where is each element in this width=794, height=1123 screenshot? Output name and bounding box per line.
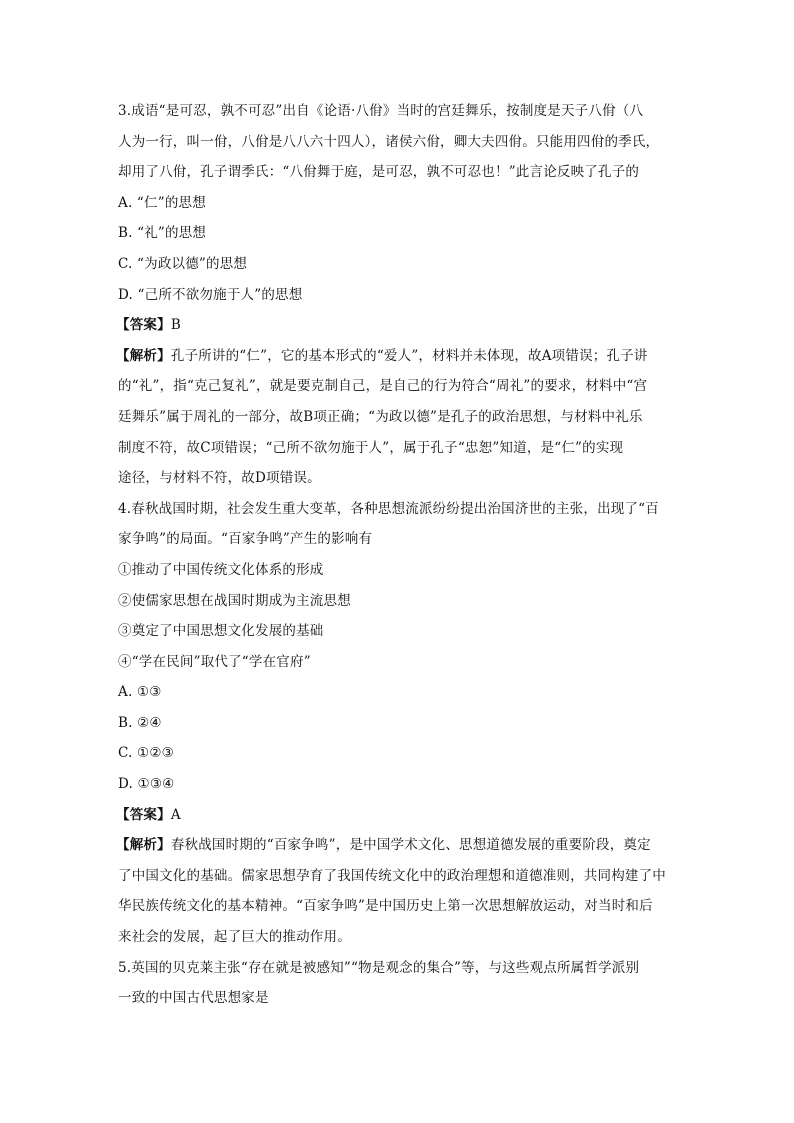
analysis-text: 春秋战国时期的“百家争鸣”，是中国学术文化、思想道德发展的重要阶段，奠定 [170,837,651,854]
statement-1: ①推动了中国传统文化体系的形成 [118,561,324,578]
question-5 [118,953,678,1014]
answer-tag: 【答案】 [116,806,171,823]
analysis-line: 廷舞乐”属于周礼的一部分，故B项正确；“为政以德”是孔子的政治思想，与材料中礼乐 [118,408,643,425]
question-stem-line: 却用了八佾，孔子谓季氏：“八佾舞于庭，是可忍，孰不可忍也！”此言论反映了孔子的 [118,164,640,181]
option-c: C. “为政以德”的思想 [118,255,248,272]
analysis-line: 的“礼”，指“克己复礼”，就是要克制自己，是自己的行为符合“周礼”的要求，材料中“宫 [118,378,648,395]
option-a: A. “仁”的思想 [118,194,206,211]
statement-4: ④“学在民间”取代了“学在官府” [118,653,311,670]
question-stem-line: 一致的中国古代思想家是 [118,990,269,1007]
analysis-line: 途径，与材料不符，故D项错误。 [118,470,321,487]
question-stem-line: 家争鸣”的局面。“百家争鸣”产生的影响有 [118,531,373,548]
analysis-line: 华民族传统文化的基本精神。“百家争鸣”是中国历史上第一次思想解放运动，对当时和后 [118,898,653,915]
document-page [118,96,678,1014]
question-4 [118,494,678,953]
answer-value: B [170,317,181,334]
analysis-tag: 【解析】 [116,837,171,854]
answer-line [118,800,678,831]
statement-2: ②使儒家思想在战国时期成为主流思想 [118,592,351,609]
statement-3: ③奠定了中国思想文化发展的基础 [118,623,324,640]
answer-line [118,310,678,341]
answer-value: A [170,806,181,823]
analysis-line [118,341,678,372]
question-stem-line: 4.春秋战国时期，社会发生重大变革，各种思想流派纷纷提出治国济世的主张，出现了“百 [118,500,659,517]
option-b: B. ②④ [118,714,162,731]
question-stem-line: 人为一行，叫一佾，八佾是八八六十四人），诸侯六佾，卿大夫四佾。只能用四佾的季氏， [118,133,660,150]
option-d: D. “己所不欲勿施于人”的思想 [118,286,303,303]
question-stem-line: 3.成语“是可忍，孰不可忍”出自《论语·八佾》当时的宫廷舞乐，按制度是天子八佾（八 [118,103,644,119]
option-c: C. ①②③ [118,745,174,762]
option-d: D. ①③④ [118,776,175,793]
question-stem-line: 5.英国的贝克莱主张“存在就是被感知”“物是观念的集合”等，与这些观点所属哲学派别 [118,959,640,976]
option-a: A. ①③ [118,684,162,701]
analysis-tag: 【解析】 [116,347,171,364]
option-b: B. “礼”的思想 [118,225,207,242]
answer-tag: 【答案】 [116,317,171,334]
analysis-line: 来社会的发展，起了巨大的推动作用。 [118,929,351,946]
analysis-line: 制度不符，故C项错误；“己所不欲勿施于人”，属于孔子“忠恕”知道，是“仁”的实现 [118,439,624,456]
question-3 [118,96,678,494]
analysis-text: 孔子所讲的“仁”，它的基本形式的“爱人”，材料并未体现，故A项错误；孔子讲 [170,347,648,364]
analysis-line [118,830,678,861]
analysis-line: 了中国文化的基础。儒家思想孕育了我国传统文化中的政治理想和道德准则，共同构建了中 [118,867,666,884]
